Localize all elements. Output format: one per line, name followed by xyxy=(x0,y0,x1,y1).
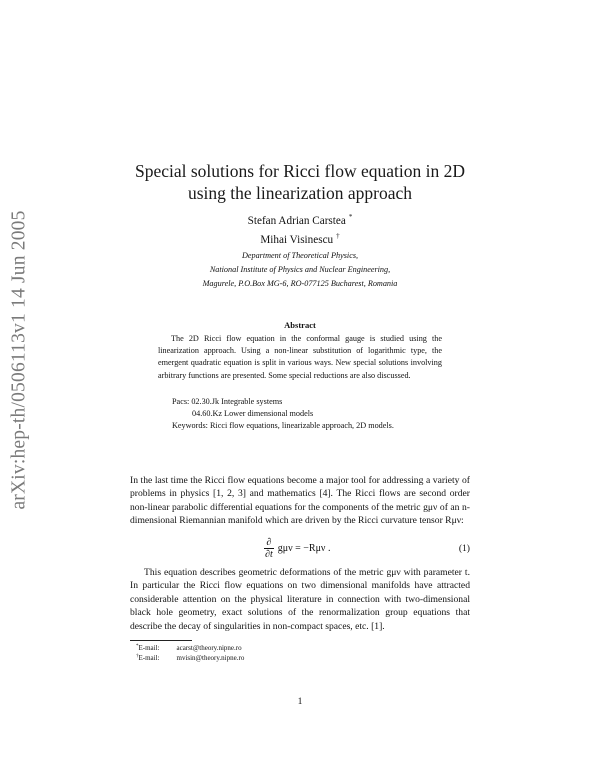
page-number: 1 xyxy=(297,696,303,707)
keywords-line: Keywords: Ricci flow equations, linearizable approach, 2D models. xyxy=(172,421,394,430)
body-paragraph-1: In the last time the Ricci flow equations become a major tool for addressing a variety of problems in physics [1, 2, 3] and mathematics [4]. The Ricci flows are second order non-linear parabolic differential equations for the components of the metric gμν of an n-dimensional Riemannian manifold which are driven by the Ricci curvature tensor Rμν: xyxy=(130,475,470,527)
footnote-1-mark: * xyxy=(136,644,139,649)
affiliation-line-3: Magurele, P.O.Box MG-6, RO-077125 Bucharest, Romania xyxy=(202,279,398,288)
footnote-1-label: E-mail: xyxy=(138,644,160,652)
pacs-line-2: 04.60.Kz Lower dimensional models xyxy=(192,409,314,418)
equation-expression: gμν = −Rμν . xyxy=(277,543,331,554)
title-line-2: using the linearization approach xyxy=(187,183,412,203)
footnote-2-label: E-mail: xyxy=(138,654,160,662)
arxiv-identifier-stamp xyxy=(2,210,38,510)
footnote-2-mark: † xyxy=(136,654,139,659)
author-2-name: Mihai Visinescu xyxy=(260,234,334,246)
footnote-divider xyxy=(130,640,192,641)
pacs-line-1: Pacs: 02.30.Jk Integrable systems xyxy=(172,397,283,406)
author-2-footnote-mark: † xyxy=(336,232,340,240)
equation-number: (1) xyxy=(458,543,470,554)
affiliation-line-2: National Institute of Physics and Nuclear Engineering, xyxy=(209,265,391,274)
fraction-denominator: ∂t xyxy=(265,549,273,560)
body-paragraph-2: This equation describes geometric deformations of the metric gμν with parameter t. In particular the Ricci flow equations on two dimensional manifolds have attracted considerable attention on the physical literature in connection with two-dimensional black hole geometry, exact solutions of the renormalization group equations that describe the decay of singularities in non-compact spaces, etc. [1]. xyxy=(130,567,470,632)
equation-body xyxy=(264,537,330,560)
partial-derivative-fraction xyxy=(264,537,274,560)
title-line-1: Special solutions for Ricci flow equation in 2D xyxy=(134,161,465,181)
author-1 xyxy=(100,213,500,227)
paper-title xyxy=(100,160,500,204)
footnote-2-email: mvisin@theory.nipne.ro xyxy=(176,654,245,662)
author-2 xyxy=(100,232,500,246)
abstract-heading: Abstract xyxy=(284,320,316,330)
footnote-2 xyxy=(136,654,244,662)
affiliation-line-1: Department of Theoretical Physics, xyxy=(241,251,359,260)
author-1-name: Stefan Adrian Carstea xyxy=(247,215,346,227)
author-1-footnote-mark: * xyxy=(348,213,353,221)
abstract-text: The 2D Ricci flow equation in the conformal gauge is studied using the linearization approach. Using a non-linear substitution of logarithmic type, the emergent quadratic equation is split in various ways. New special solutions involving arbitrary functions are presented. Some special reductions are also discussed. xyxy=(158,334,442,380)
fraction-numerator: ∂ xyxy=(266,537,272,548)
footnote-1 xyxy=(136,644,242,652)
equation-1 xyxy=(130,536,470,564)
arxiv-identifier-text: arXiv:hep-th/0506113v1 14 Jun 2005 xyxy=(9,210,30,510)
footnote-1-email: acarst@theory.nipne.ro xyxy=(176,644,242,652)
